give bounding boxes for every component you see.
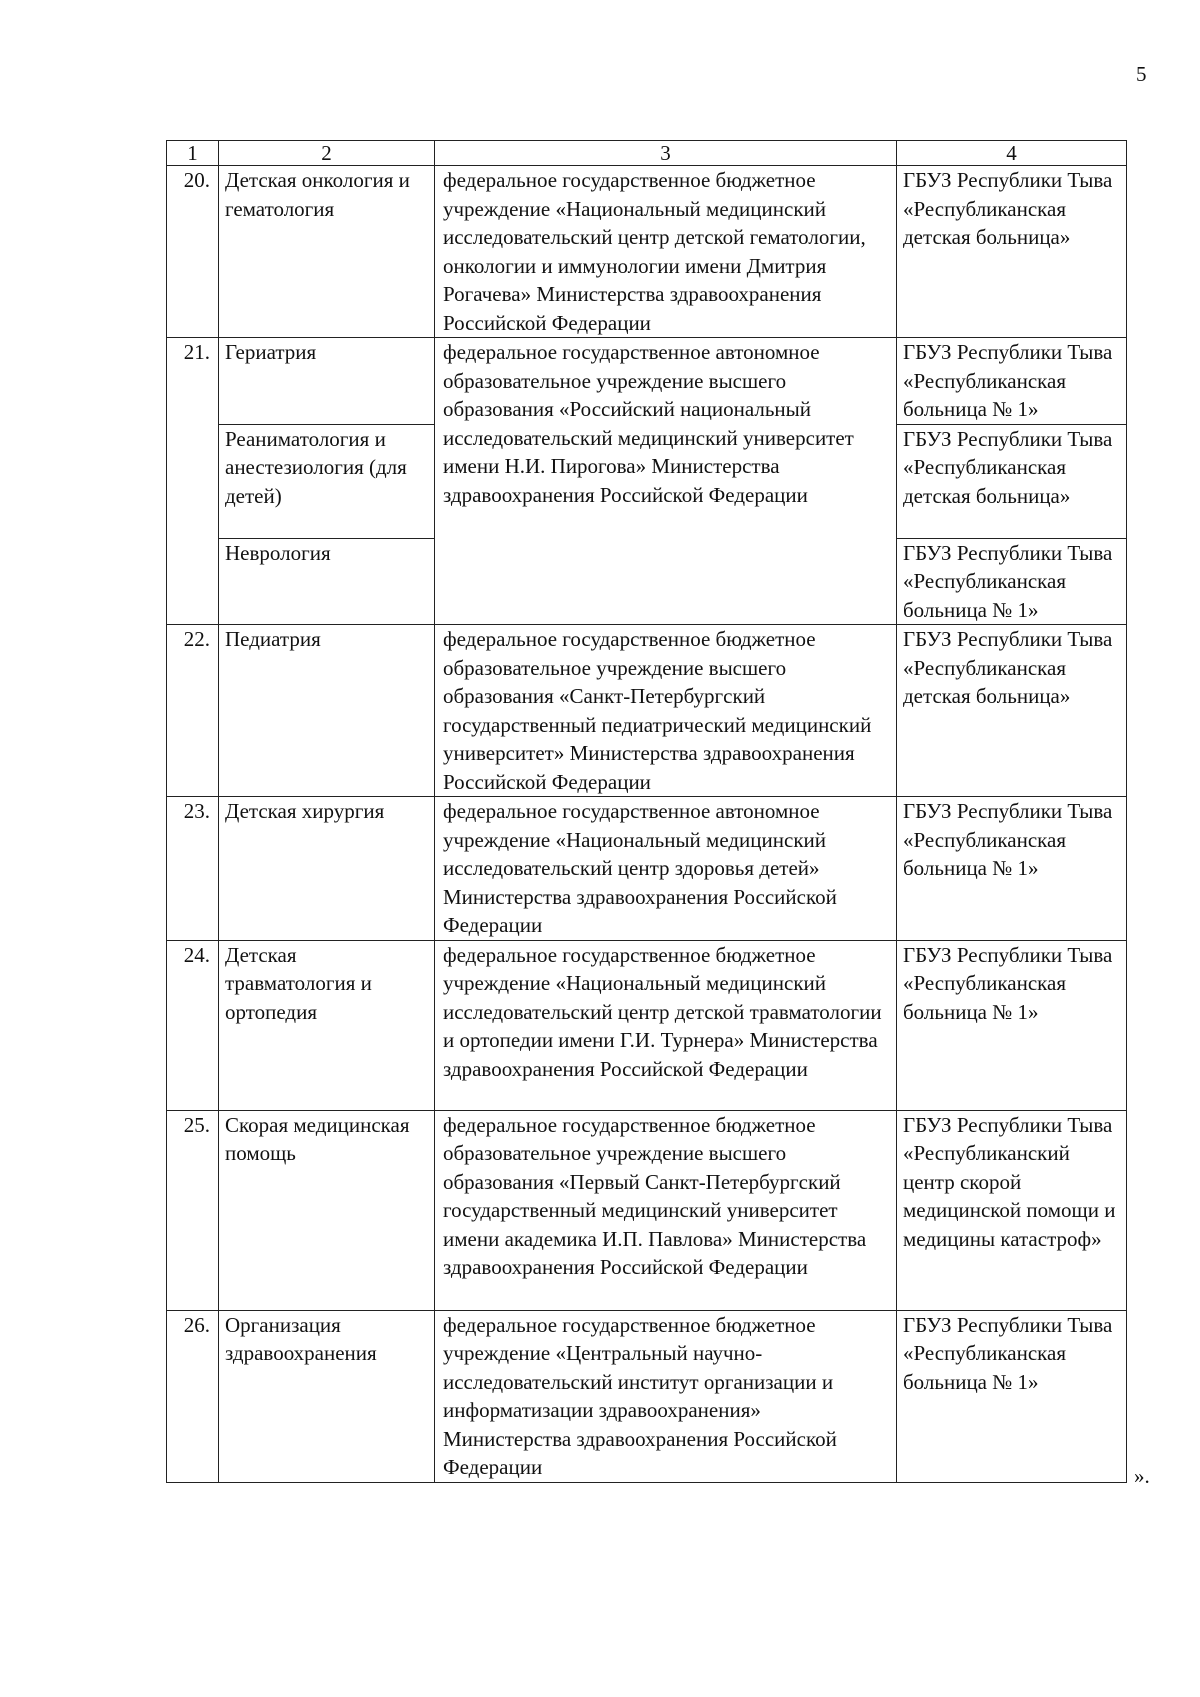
regional-institution-cell: ГБУЗ Республики Тыва «Республиканская детская больница» — [897, 166, 1127, 338]
row-number: 23. — [167, 797, 219, 941]
federal-center-cell: федеральное государственное бюджетное учреждение «Центральный научно- исследовательский институт организации и информатизации здравоохранения» Министерства здравоохранения Российской Федерации — [435, 1310, 897, 1482]
institutions-table — [166, 140, 1127, 1483]
profile-cell: Гериатрия — [219, 338, 435, 425]
regional-institution-cell: ГБУЗ Республики Тыва «Республиканская детская больница» — [897, 625, 1127, 797]
profile-cell: Организация здравоохранения — [219, 1310, 435, 1482]
regional-institution-cell: ГБУЗ Республики Тыва «Республиканская больница № 1» — [897, 538, 1127, 625]
table-row — [167, 1110, 1127, 1310]
federal-center-cell: федеральное государственное автономное образовательное учреждение высшего образования «Российский национальный исследовательский медицинский университет имени Н.И. Пирогова» Министерства здравоохранения Российской Федерации — [435, 338, 897, 625]
profile-cell: Педиатрия — [219, 625, 435, 797]
profile-cell: Детская хирургия — [219, 797, 435, 941]
regional-institution-cell: ГБУЗ Республики Тыва «Республиканская больница № 1» — [897, 1310, 1127, 1482]
row-number: 20. — [167, 166, 219, 338]
column-header: 3 — [435, 141, 897, 166]
profile-cell: Реаниматология и анестезиология (для детей) — [219, 424, 435, 538]
table-header-row — [167, 141, 1127, 166]
federal-center-cell: федеральное государственное бюджетное образовательное учреждение высшего образования «Санкт-Петербургский государственный педиатрический медицинский университет» Министерства здравоохранения Российской Федерации — [435, 625, 897, 797]
profile-cell: Детская травматология и ортопедия — [219, 940, 435, 1110]
table-row — [167, 797, 1127, 941]
page-number: 5 — [1136, 62, 1147, 86]
row-number: 25. — [167, 1110, 219, 1310]
column-header: 2 — [219, 141, 435, 166]
table-row — [167, 1310, 1127, 1482]
regional-institution-cell: ГБУЗ Республики Тыва «Республиканский центр скорой медицинской помощи и медицины катастроф» — [897, 1110, 1127, 1310]
federal-center-cell: федеральное государственное бюджетное учреждение «Национальный медицинский исследовательский центр детской гематологии, онкологии и иммунологии имени Дмитрия Рогачева» Министерства здравоохранения Российской Федерации — [435, 166, 897, 338]
table-row — [167, 940, 1127, 1110]
regional-institution-cell: ГБУЗ Республики Тыва «Республиканская больница № 1» — [897, 940, 1127, 1110]
row-number: 26. — [167, 1310, 219, 1482]
column-header: 4 — [897, 141, 1127, 166]
profile-cell: Скорая медицинская помощь — [219, 1110, 435, 1310]
closing-quote: ». — [1134, 1464, 1150, 1488]
row-number: 24. — [167, 940, 219, 1110]
federal-center-cell: федеральное государственное автономное учреждение «Национальный медицинский исследовательский центр здоровья детей» Министерства здравоохранения Российской Федерации — [435, 797, 897, 941]
federal-center-cell: федеральное государственное бюджетное образовательное учреждение высшего образования «Первый Санкт-Петербургский государственный медицинский университет имени академика И.П. Павлова» Министерства здравоохранения Российской Федерации — [435, 1110, 897, 1310]
table-row — [167, 166, 1127, 338]
regional-institution-cell: ГБУЗ Республики Тыва «Республиканская больница № 1» — [897, 338, 1127, 425]
row-number: 22. — [167, 625, 219, 797]
profile-cell: Детская онкология и гематология — [219, 166, 435, 338]
profile-cell: Неврология — [219, 538, 435, 625]
regional-institution-cell: ГБУЗ Республики Тыва «Республиканская детская больница» — [897, 424, 1127, 538]
regional-institution-cell: ГБУЗ Республики Тыва «Республиканская больница № 1» — [897, 797, 1127, 941]
table-row — [167, 338, 1127, 425]
row-number: 21. — [167, 338, 219, 625]
column-header: 1 — [167, 141, 219, 166]
federal-center-cell: федеральное государственное бюджетное учреждение «Национальный медицинский исследовательский центр детской травматологии и ортопедии имени Г.И. Турнера» Министерства здравоохранения Российской Федерации — [435, 940, 897, 1110]
table-row — [167, 625, 1127, 797]
